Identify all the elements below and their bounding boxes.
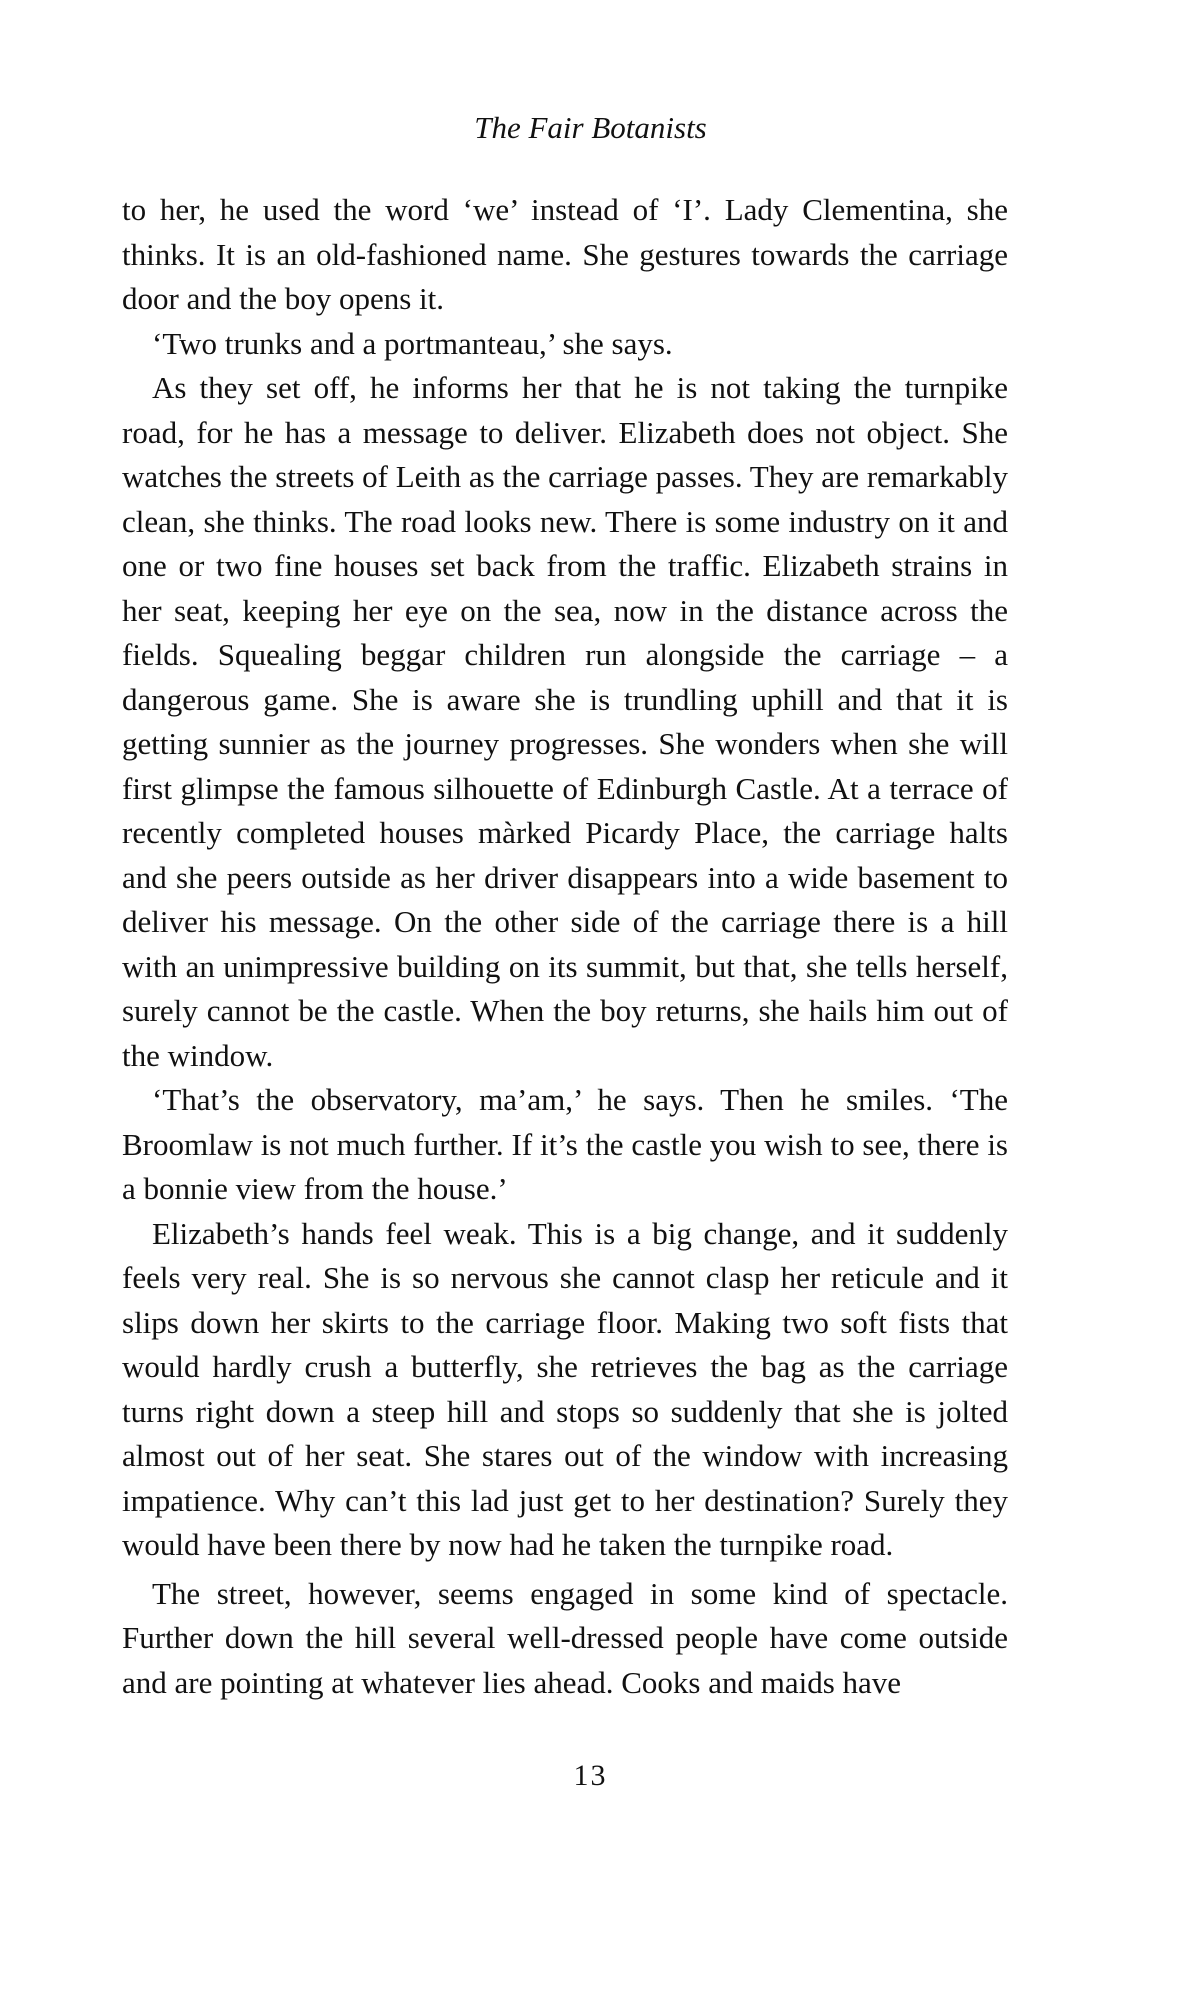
page-number: 13	[573, 1759, 608, 1792]
paragraph-observatory: ‘That’s the observatory, ma’am,’ he says. Then he smiles. ‘The Broomlaw is not much further. If it’s the castle you wish to see, there is a bonnie view from the house.’	[122, 1082, 1008, 1206]
running-head-title: The Fair Botanists	[474, 110, 707, 145]
paragraph-continued: to her, he used the word ‘we’ instead of ‘I’. Lady Clementina, she thinks. It is an old-fashioned name. She gestures towards the carriage door and the boy opens it.	[122, 192, 1008, 316]
paragraph-spectacle: The street, however, seems engaged in some kind of spectacle. Further down the hill several well-dressed people have come outside and are pointing at whatever lies ahead. Cooks and maids have	[122, 1575, 1008, 1700]
paragraph-dialogue-trunks: ‘Two trunks and a portmanteau,’ she says.	[152, 325, 673, 361]
paragraph-hands: Elizabeth’s hands feel weak. This is a big change, and it suddenly feels very real. She is so nervous she cannot clasp her reticule and it slips down her skirts to the carriage floor. Making two soft fists that would hardly crush a butterfly, she retrieves the bag as the carriage turns right down a steep hill and stops so suddenly that she is jolted almost out of her seat. She stares out of the window with increasing impatience. Why can’t this lad just get to her destination? Surely they would have been there by now had he taken the turnpike road.	[122, 1215, 1008, 1562]
body-text	[122, 188, 1008, 1705]
paragraph-journey: As they set off, he informs her that he is not taking the turnpike road, for he has a message to deliver. Elizabeth does not object. She watches the streets of Leith as the carriage passes. They are remarkably clean, she thinks. The road looks new. There is some industry on it and one or two fine houses set back from the traffic. Elizabeth strains in her seat, keeping her eye on the sea, now in the distance across the fields. Squealing beggar children run alongside the carriage – a dangerous game. She is aware she is trundling uphill and that it is getting sunnier as the journey progresses. She wonders when she will first glimpse the famous silhouette of Edinburgh Castle. At a terrace of recently completed houses màrked Picardy Place, the carriage halts and she peers outside as her driver disappears into a wide basement to deliver his message. On the other side of the carriage there is a hill with an unimpressive building on its summit, but that, she tells herself, surely cannot be the castle. When the boy returns, she hails him out of the window.	[122, 370, 1008, 1073]
